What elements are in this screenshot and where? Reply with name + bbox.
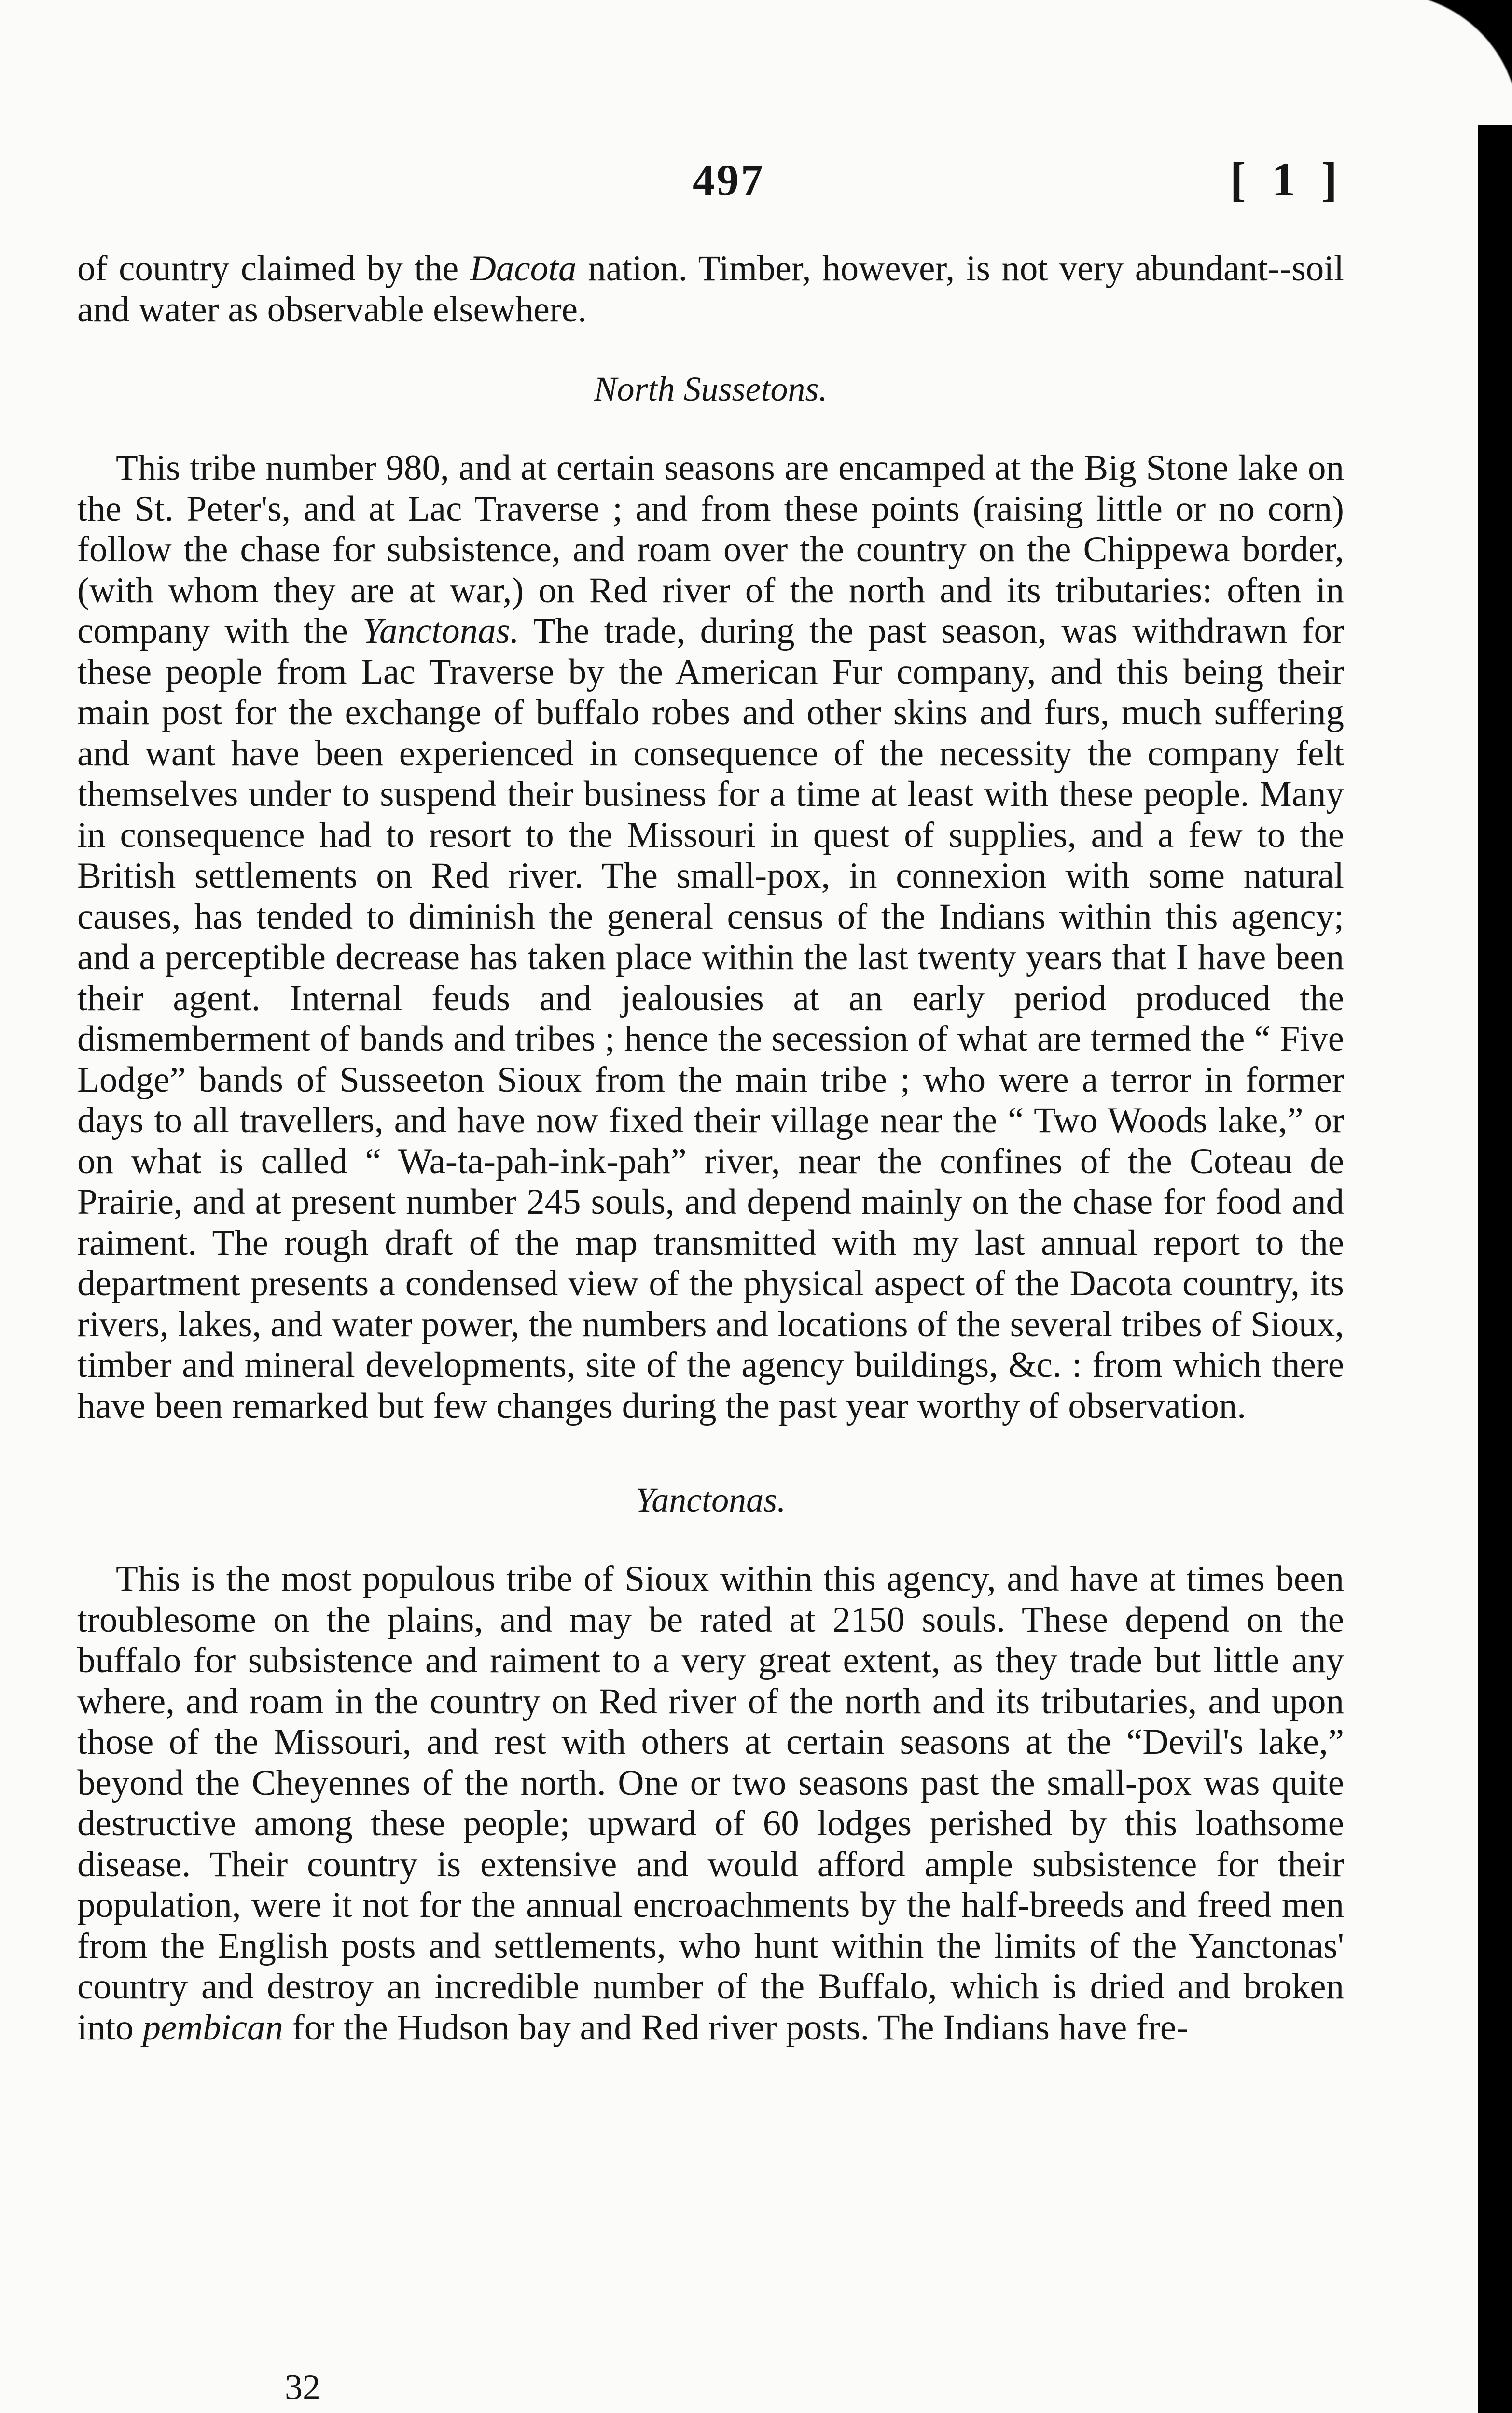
page-body (77, 249, 1344, 2048)
section1-text-part2: The trade, during the past season, was withdrawn for these people from Lac Traverse by the American Fur company, and this being their main post for the exchange of buffalo robes and other skins and furs, much suffering and want have been experienced in consequence of the necessity the company felt themselves under to suspend their business for a time at least with these people. Many in consequence had to resort to the Missouri in quest of supplies, and a few to the British settlements on Red river. The small-pox, in connexion with some natural causes, has tended to diminish the general census of the Indians within this agency; and a perceptible decrease has taken place within the last twenty years that I have been their agent. Internal feuds and jealousies at an early period produced the dismemberment of bands and tribes ; hence the secession of what are termed the “ Five Lodge” bands of Susseeton Sioux from the main tribe ; who were a terror in former days to all travellers, and have now fixed their village near the “ Two Woods lake,” or on what is called “ Wa-ta-pah-ink-pah” river, near the confines of the Coteau de Prairie, and at present number 245 souls, and depend mainly on the chase for food and raiment. The rough draft of the map transmitted with my last annual report to the department presents a condensed view of the physical aspect of the Dacota country, its rivers, lakes, and water power, the numbers and locations of the several tribes of Sioux, timber and mineral developments, site of the agency buildings, &c. : from which there have been remarked but few changes during the past year worthy of observation. (77, 611, 1344, 1426)
section2-paragraph (77, 1559, 1344, 2048)
section1-text-part1: This tribe number 980, and at certain seasons are encamped at the Big Stone lake on the St. Peter's, and at Lac Traverse ; and from these points (raising little or no corn) follow the chase for subsistence, and roam over the country on the Chippewa border, (with whom they are at war,) on Red river of the north and its tributaries: often in company with the (77, 448, 1344, 651)
intro-text: of country claimed by the Dacota nation. Timber, however, is not very abundant--soil and water as observable elsewhere. (77, 249, 1344, 330)
scanner-edge (1478, 0, 1512, 2413)
section-title-yanctonas: Yanctonas. (635, 1481, 786, 1519)
page-corner (1387, 0, 1512, 125)
document-number: [ 1 ] (1230, 153, 1344, 206)
page-header (80, 154, 1344, 217)
section1-italic-term: Yanctonas. (362, 611, 519, 651)
section2-italic-term: pembican (142, 2007, 284, 2048)
page-number: 497 (693, 155, 765, 205)
intro-italic-term: Dacota (470, 249, 577, 289)
section2-text-part1: This is the most populous tribe of Sioux within this agency, and have at times been troublesome on the plains, and may be rated at 2150 souls. These depend on the buffalo for subsistence and raiment to a very great extent, as they trade but little any where, and roam in the country on Red river of the north and its tributaries, and upon those of the Missouri, and rest with others at certain seasons at the “Devil's lake,” beyond the Cheyennes of the north. One or two seasons past the small-pox was quite destructive among these people; upward of 60 lodges perished by this loathsome disease. Their country is extensive and would afford ample subsistence for their population, were it not for the annual encroachments by the half-breeds and freed men from the English posts and settlements, who hunt within the limits of the Yanctonas' country and destroy an incredible number of the Buffalo, which is dried and broken into (77, 1559, 1344, 2048)
signature-mark: 32 (285, 2368, 320, 2407)
section-title-north-sussetons: North Sussetons. (594, 370, 828, 408)
section1-paragraph (77, 448, 1344, 1427)
section2-text-part2: for the Hudson bay and Red river posts. The Indians have fre- (283, 2007, 1189, 2048)
intro-paragraph (77, 249, 1344, 330)
